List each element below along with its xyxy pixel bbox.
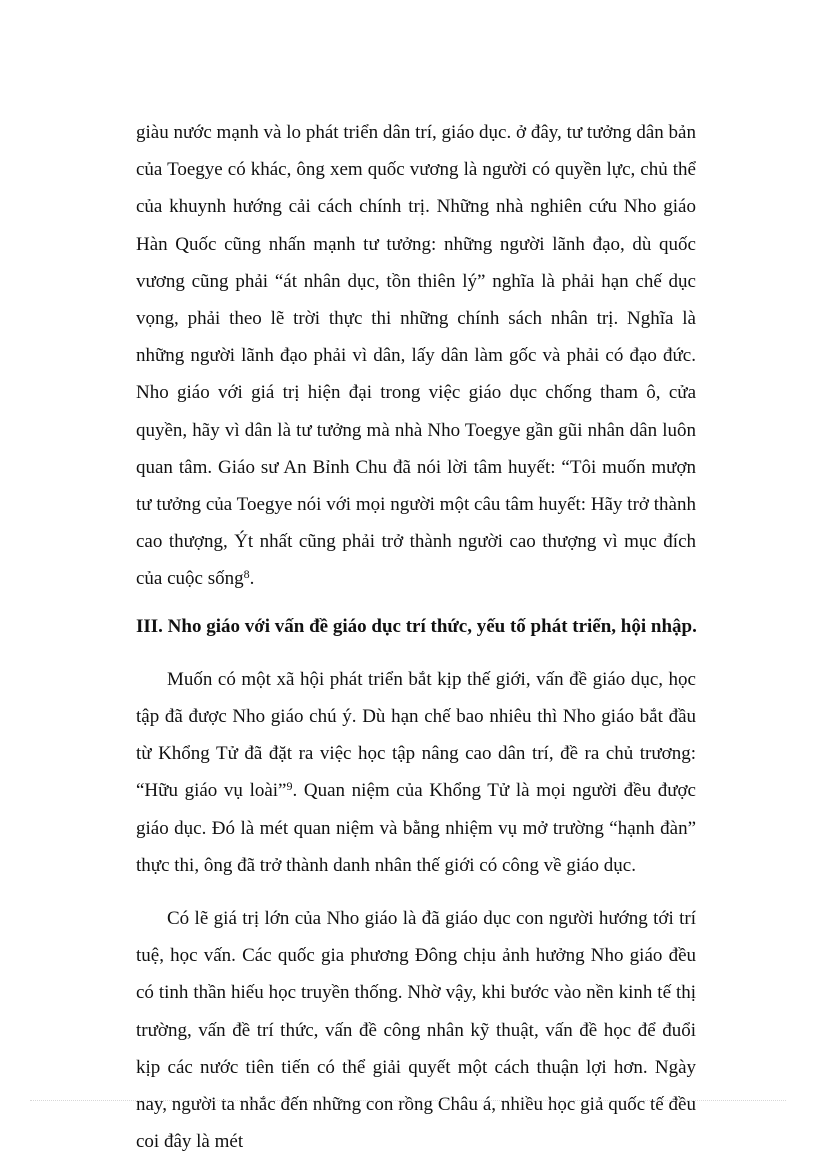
paragraph-continued	[136, 114, 696, 598]
footnote-reference: 9	[286, 779, 293, 794]
paragraph: Có lẽ giá trị lớn của Nho giáo là đã giáo dục con người hướng tới trí tuệ, học vấn. Các quốc gia phương Đông chịu ảnh hưởng Nho giáo đều có tinh thần hiếu học truyền thống. Nhờ vậy, khi bước vào nền kinh tế thị trường, vấn đề trí thức, vấn đề công nhân kỹ thuật, vấn đề học để đuổi kịp các nước tiên tiến có thể giải quyết một cách thuận lợi hơn. Ngày nay, người ta nhắc đến những con rồng Châu á, nhiều học giả quốc tế đều coi đây là mét	[136, 908, 696, 1153]
section-heading: III. Nho giáo với vấn đề giáo dục trí thức, yếu tố phát triển, hội nhập.	[136, 615, 697, 637]
paragraph-text-before: Muốn có một xã hội phát triển bắt kịp thế giới, vấn đề giáo dục, học tập đã được Nho giáo chú ý. Dù hạn chế bao nhiêu thì Nho giáo bắt đầu từ Khổng Tử đã đặt ra việc học tập nâng cao dân trí, đề ra chủ trương: “Hữu giáo vụ loài”	[136, 668, 696, 802]
paragraph	[136, 661, 696, 884]
paragraph-text-after: . Quan niệm của Khổng Tử là mọi người đều được giáo dục. Đó là mét quan niệm và bằng nhiệm vụ mở trường “hạnh đàn” thực thi, ông đã trở thành danh nhân thế giới có công về giáo dục.	[136, 780, 696, 876]
paragraph-end-punctuation: .	[249, 568, 255, 590]
paragraph-text: giàu nước mạnh và lo phát triển dân trí, giáo dục. ở đây, tư tưởng dân bản của Toegye có khác, ông xem quốc vương là người có quyền lực, chủ thể của khuynh hướng cải cách chính trị. Những nhà nghiên cứu Nho giáo Hàn Quốc cũng nhấn mạnh tư tưởng: những người lãnh đạo, dù quốc vương cũng phải “át nhân dục, tồn thiên lý” nghĩa là phải hạn chế dục vọng, phải theo lẽ trời thực thi những chính sách nhân trị. Nghĩa là những người lãnh đạo phải vì dân, lấy dân làm gốc và phải có đạo đức. Nho giáo với giá trị hiện đại trong việc giáo dục chống tham ô, cửa quyền, hãy vì dân là tư tưởng mà nhà Nho Toegye gần gũi nhân dân luôn quan tâm. Giáo sư An Bỉnh Chu đã nói lời tâm huyết: “Tôi muốn mượn tư tưởng của Toegye nói với mọi người một câu tâm huyết: Hãy trở thành cao thượng, Ýt nhất cũng phải trở thành người cao thượng vì mục đích của cuộc sống	[136, 122, 696, 590]
page-body	[136, 114, 696, 1160]
page-bottom-divider	[30, 1100, 786, 1101]
footnote-reference: 8	[243, 567, 250, 582]
